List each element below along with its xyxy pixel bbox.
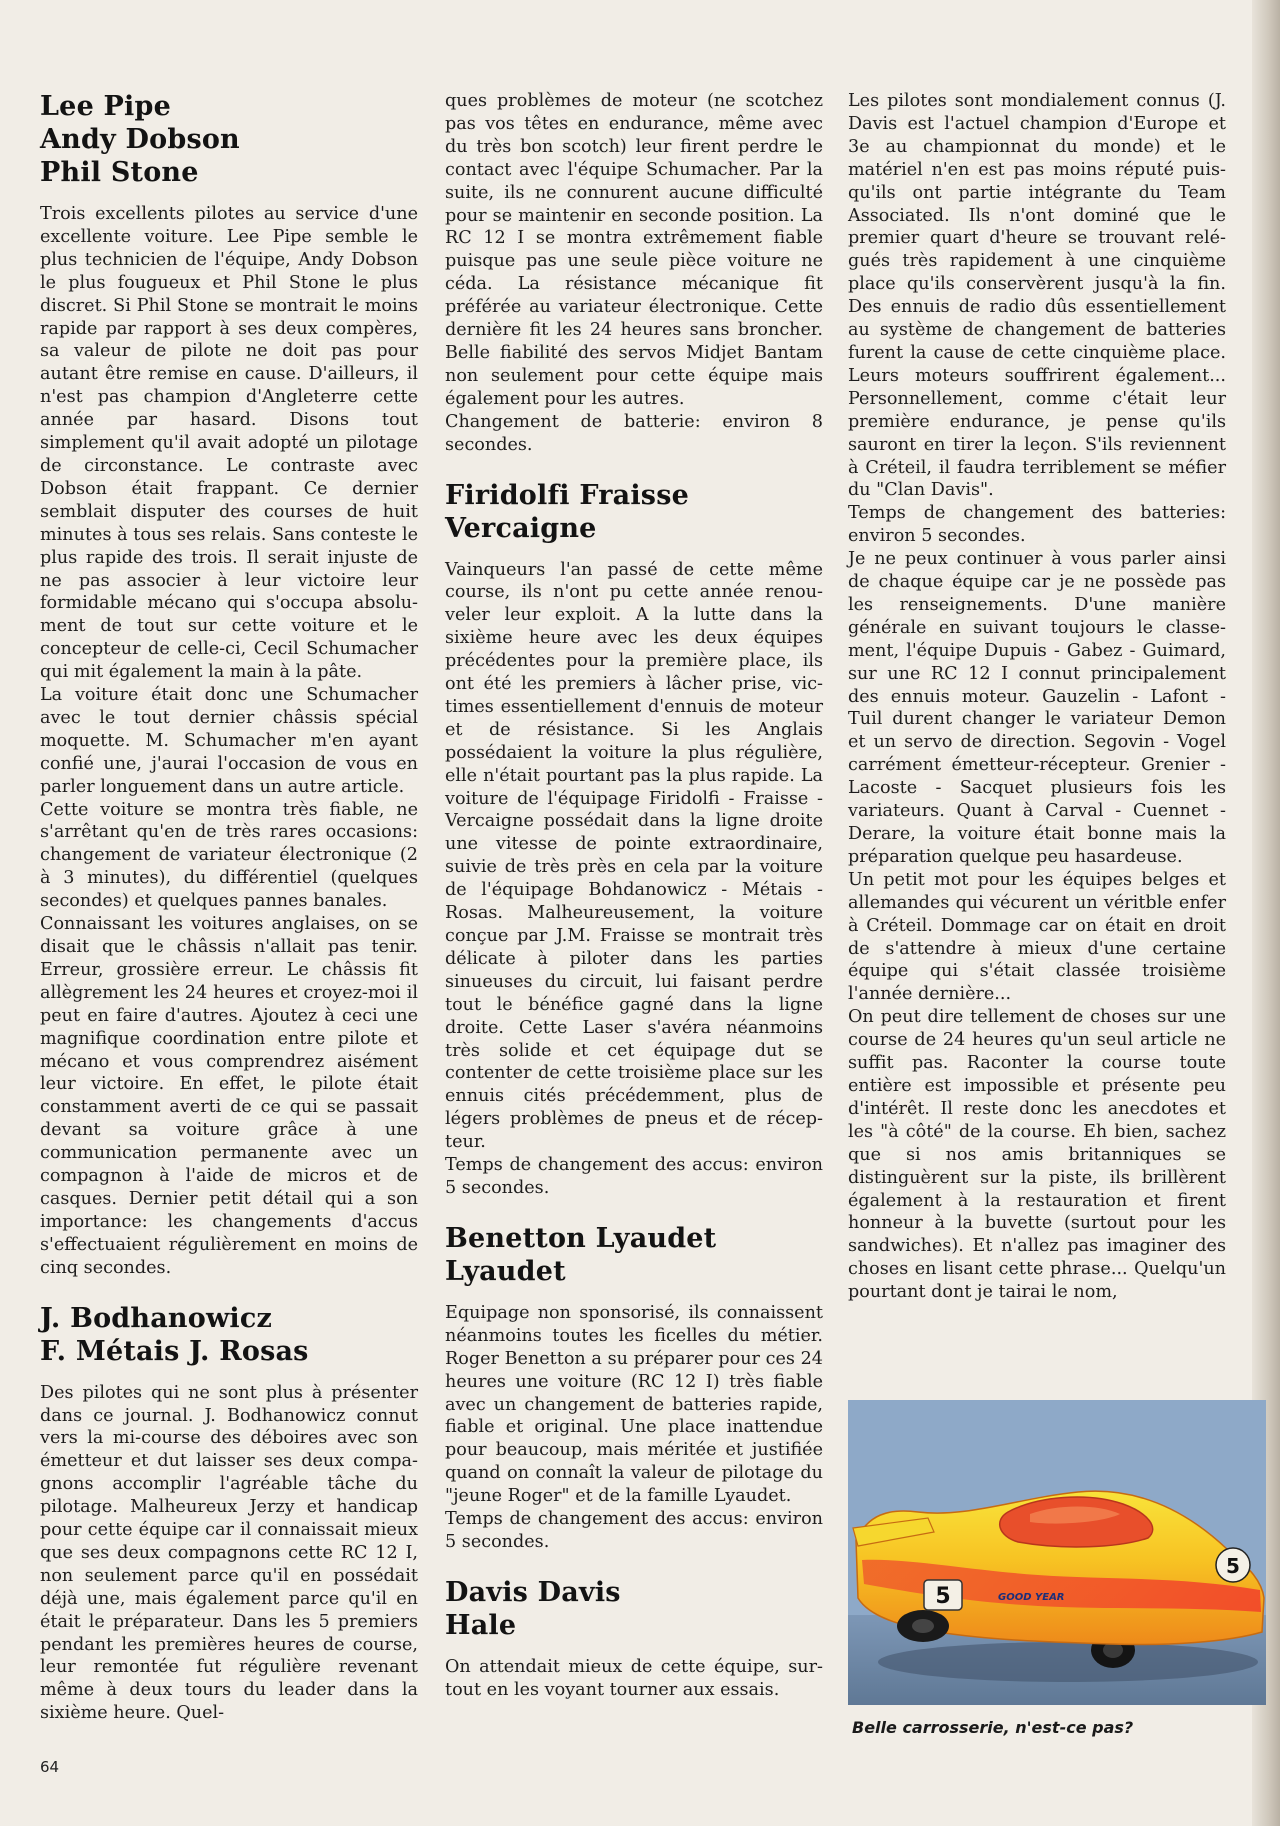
paragraph: La voiture était donc une Schumacher avec le tout dernier châssis spécial moquette. M. Schumacher m'en ayant confié une, j'aurai l'occasion de vous en parler longuement dans un autre article. <box>40 685 418 797</box>
paragraph: Temps de changement des accus: environ 5 secondes. <box>445 1155 823 1198</box>
car-number-nose: 5 <box>1226 1554 1240 1578</box>
car-number-side: 5 <box>935 1584 951 1609</box>
team-heading-bodhanowicz-metais-rosas <box>40 1302 418 1368</box>
heading-line: J. Bodhanowicz <box>40 1302 273 1334</box>
column-2 <box>445 90 823 1702</box>
team-heading-benetton-lyaudet <box>445 1222 823 1288</box>
team-heading-firidolfi-fraisse-vercaigne <box>445 479 823 545</box>
car-body-photo <box>848 1400 1266 1705</box>
heading-line: Phil Stone <box>40 157 199 188</box>
column-1 <box>40 90 418 1725</box>
paragraph: On peut dire tellement de choses sur une course de 24 heures qu'un seul article ne suffit pas. Raconter la course toute entière est impossible et présente peu d'intérêt. Il reste donc les anecdotes et les "à côté" de la course. Eh bien, sachez que si nos amis britanniques se distinguèrent sur la piste, ils brillèrent également à la restauration et firent honneur à la buvette (surtout pour les sandwiches). Et n'allez pas imaginer des choses en lisant cette phrase... Quelqu'un pourtant dont je tairai le nom, <box>848 1007 1226 1303</box>
page-number: 64 <box>40 1758 60 1776</box>
paragraph: Temps de changement des batteries: environ 5 secondes. <box>848 503 1226 547</box>
heading-line: F. Métais J. Rosas <box>40 1335 309 1367</box>
heading-line: Vercaigne <box>445 512 597 544</box>
heading-line: Andy Dobson <box>40 124 240 155</box>
team-heading-davis-davis-hale <box>445 1576 823 1642</box>
heading-line: Lee Pipe <box>40 91 171 122</box>
paragraph: Vainqueurs l'an passé de cette même course, ils n'ont pu cette année renouveler leur exploit. A la lutte dans la sixième heure avec les deux équipes précédentes pour la première place, ils ont été les premiers à lâcher prise, victimes essentiellement d'ennuis de moteur et de résistance. Si les Anglais possédaient la voiture la plus régulière, elle n'était pourtant pas la plus rapide. La voiture de l'équipage Firidolfi - Fraisse - Vercaigne possédait dans la ligne droite une vitesse de pointe extraordinaire, suivie de très près en cela par la voiture de l'équipage Bohdanowicz - Métais - Rosas. Malheureusement, la voiture conçue par J.M. Fraisse se montrait très délicate à piloter dans les parties sinueuses du circuit, lui faisant perdre tout le bénéfice gagné dans la ligne droite. Cette Laser s'avéra néanmoins très solide et cet équipage dut se contenter de cette troisième place sur les ennuis cités précédemment, plus de légers problèmes de pneus et de récepteur. <box>445 559 823 1153</box>
paragraph: On attendait mieux de cette équipe, surtout en les voyant tourner aux essais. <box>445 1656 823 1700</box>
heading-line: Benetton Lyaudet <box>445 1222 717 1254</box>
paragraph: Temps de changement des accus: environ 5 secondes. <box>445 1509 823 1552</box>
paragraph: Changement de batterie: environ 8 secondes. <box>445 411 823 455</box>
paragraph: Equipage non sponsorisé, ils connaissent néanmoins toutes les ficelles du métier. Roger Benetton a su préparer pour ces 24 heures une voiture (RC 12 I) très fiable avec un changement de batteries rapide, fiable et original. Une place inattendue pour beaucoup, mais méritée et justifiée quand on connaît la valeur de pilotage du "jeune Roger" et de la famille Lyaudet. <box>445 1302 823 1507</box>
heading-line: Firidolfi Fraisse <box>445 479 689 511</box>
photo-caption: Belle carrosserie, n'est-ce pas? <box>852 1718 1134 1737</box>
column-3 <box>848 90 1226 1304</box>
paragraph: Un petit mot pour les équipes belges et allemandes qui vécurent un véritble enfer à Créteil. Dommage car on était en droit de s'attendre à mieux d'une certaine équipe qui s'était classée troisième l'année dernière... <box>848 869 1226 1005</box>
paragraph: Trois excellents pilotes au service d'une excellente voiture. Lee Pipe semble le plus technicien de l'équipe, Andy Dobson le plus fougueux et Phil Stone le plus discret. Si Phil Stone se montrait le moins rapide par rapport à ses deux compères, sa valeur de pilote ne doit pas pour autant être remise en cause. D'ailleurs, il n'est pas champion d'Angleterre cette année par hasard. Disons tout simplement qu'il avait adopté un pilotage de circonstance. Le contraste avec Dobson était frappant. Ce dernier semblait disputer des courses de huit minutes à tous ses relais. Sans conteste le plus rapide des trois. Il serait injuste de ne pas associer à leur victoire leur formidable mécano qui s'occupa absolument de tout sur cette voiture et le concepteur de celle-ci, Cecil Schumacher qui mit également la main à la pâte. <box>40 204 418 683</box>
paragraph: ques problèmes de moteur (ne scotchez pas vos têtes en endurance, même avec du très bon scotch) leur firent perdre le contact avec l'équipe Schumacher. Par la suite, ils ne connurent aucune difficulté pour se maintenir en seconde position. La RC 12 I se montra extrêmement fiable puisque pas une seule pièce voiture ne céda. La résistance mécanique fit préférée au variateur électronique. Cette dernière fit les 24 heures sans broncher. Belle fiabilité des servos Midjet Bantam non seulement pour cette équipe mais également pour les autres. <box>445 91 823 409</box>
decal-goodyear: GOOD YEAR <box>998 1592 1065 1603</box>
rc-car-illustration <box>848 1400 1266 1705</box>
paragraph: Les pilotes sont mondialement connus (J. Davis est l'actuel champion d'Europe et 3e au championnat du monde) et le matériel n'en est pas moins réputé puisqu'ils ont partie intégrante du Team Associated. Ils n'ont dominé que le premier quart d'heure se trouvant relégués très rapidement à une cinquième place qu'ils conservèrent jusqu'à la fin. Des ennuis de radio dûs essentiellement au système de changement de batteries furent la cause de cette cinquième place. Leurs moteurs souffrirent également... Personnellement, comme c'était leur première endurance, je pense qu'ils sauront en tirer la leçon. S'ils reviennent à Créteil, il faudra terriblement se méfier du "Clan Davis". <box>848 91 1226 501</box>
heading-line: Hale <box>445 1609 517 1641</box>
paragraph: Des pilotes qui ne sont plus à présenter dans ce journal. J. Bodhanowicz connut vers la mi-course des déboires avec son émetteur et dut laisser ses deux compagnons accomplir l'agréable tâche du pilotage. Malheureux Jerzy et handicap pour cette équipe car il connaissait mieux que ses deux compagnons cette RC 12 I, non seulement parce qu'il en possédait déjà une, mais également parce qu'il en était le préparateur. Dans les 5 premiers pendant les premières heures de course, leur remontée fut régulière revenant même à deux tours du leader dans la sixième heure. Quel- <box>40 1382 418 1724</box>
team-heading-pipe-dobson-stone <box>40 90 418 189</box>
paragraph: Je ne peux continuer à vous parler ainsi de chaque équipe car je ne possède pas les renseignements. D'une manière générale en suivant toujours le classement, l'équipe Dupuis - Gabez - Guimard, sur une RC 12 I connut principalement des ennuis moteur. Gauzelin - Lafont - Tuil durent changer le variateur Demon et un servo de direction. Segovin - Vogel carrément émetteur-récepteur. Grenier - Lacoste - Sacquet plusieurs fois les variateurs. Quant à Carval - Cuennet - Derare, la voiture était bonne mais la préparation quelque peu hasardeuse. <box>848 549 1226 867</box>
heading-line: Davis Davis <box>445 1576 621 1608</box>
paragraph: Cette voiture se montra très fiable, ne s'arrêtant qu'en de très rares occasions: changement de variateur électronique (2 à 3 minutes), du différentiel (quelques secondes) et quelques pannes banales. <box>40 799 418 912</box>
heading-line: Lyaudet <box>445 1255 566 1287</box>
car-shadow <box>878 1642 1258 1682</box>
paragraph: Connaissant les voitures anglaises, on se disait que le châssis n'allait pas tenir. Erreur, grossière erreur. Le châssis fit allègrement les 24 heures et croyez-moi il peut en faire d'autres. Ajoutez à ceci une magnifique coordination entre pilote et mécano et vous comprendrez aisément leur victoire. En effet, le pilote était constamment averti de ce qui se passait devant sa voiture grâce à une communication permanente avec un compagnon à l'aide de micros et de casques. Dernier petit détail qui a son importance: les changements d'accus s'effectuaient régulièrement en moins de cinq secondes. <box>40 914 418 1278</box>
